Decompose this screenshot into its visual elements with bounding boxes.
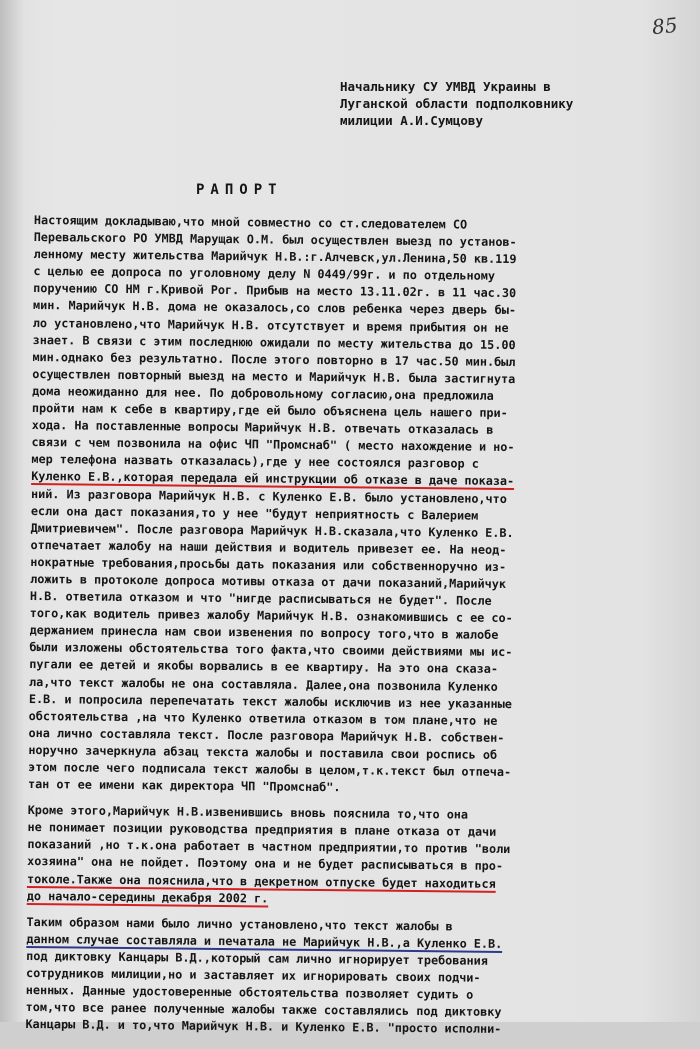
text-line: она лично составляла текст. После разговора Марийчук Н.В. собствен-	[28, 725, 505, 745]
text-line: отпечатает жалобу на наши действия и водитель привезет ее. На неод-	[30, 537, 507, 557]
document-body	[25, 212, 666, 1049]
text-line: мин.однако без результатно. После этого повторно в 17 час.50 мин.был	[32, 349, 516, 369]
text-line: сотрудников милиции,но и заставляет их игнорировать своих подчи-	[25, 965, 481, 985]
text-line: Настоящим докладываю,что мной совместно со ст.следователем СО	[33, 212, 468, 232]
text-line: хозяина" она не пойдет. Поэтому она и не будет расписываться в про-	[27, 854, 504, 874]
text-line: хода. На поставленные вопросы Марийчук Н.В. отвечать отказалась в	[31, 418, 494, 437]
text-line: Е.В. и попросила перепечатать текст жалобы исключив из нее указанные	[28, 691, 512, 711]
text-line: данном случае составляла и печатала не Марийчук Н.В.,а Куленко Е.В.	[26, 931, 503, 951]
text-line: том,что все ранее полученные жалобы также составлялись под диктовку	[25, 1000, 502, 1020]
text-line: знает. В связи с этим последнюю ожидали по месту жительства до 15.00	[32, 332, 516, 352]
text-line: Дмитриевичем". После разговора Марийчук Н.В.сказала,что Куленко Е.В.	[30, 520, 514, 540]
text-line: этом после чего подписала текст жалобы в целом,т.к.текст был отпеча-	[28, 759, 512, 780]
text-line: ленному месту жительства Марийчук Н.В.:г.Алчевск,ул.Ленина,50 кв.119	[33, 247, 517, 267]
text-line: с целью ее допроса по уголовному делу N 0449/99г. и по отдельному	[33, 264, 496, 284]
text-line: ненных. Данные удостоверенные обстоятельства позволяет судить о	[25, 983, 474, 1002]
text-line: Таким образом нами было лично установлено,что текст жалобы в	[26, 914, 453, 934]
addressee-block	[340, 78, 670, 129]
text-line: нократные требования,просьбы дать показания или собственноручно из-	[30, 554, 507, 574]
text-line: Куленко Е.В.,которая передала ей инструкции об отказе в даче показа-	[31, 469, 515, 489]
text-line: токоле.Также она пояснила,что в декретном отпуске будет находиться	[26, 871, 496, 891]
text-line: под диктовку Канцары В.Д.,который сам лично игнорирует требования	[26, 948, 488, 968]
text-line: ло установлено,что Марийчук Н.В. отсутствует и время прибытия он не	[32, 315, 509, 335]
text-line: показаний ,но т.к.она работает в частном предприятии,то против "воли	[27, 837, 511, 857]
text-line: Перевальского РО УМВД Марущак О.М. был осуществлен выезд по установ-	[33, 230, 517, 250]
text-line: того,как водитель привез жалобу Марийчук Н.В. ознакомившись с ее со-	[29, 606, 513, 626]
text-line: ний. Из разговора Марийчук Н.В. с Куленко Е.В. было установлено,что	[30, 486, 507, 506]
addressee-line: милиции А.И.Сумцову	[340, 113, 483, 128]
text-line: мер телефона назвать отказалась),где у нее состоялся разговор с	[31, 452, 479, 471]
text-line: были изложены обстоятельства того факта,что своими действиями мы ис-	[29, 640, 513, 660]
text-line: обстоятельства ,на что Куленко ответила отказом в том плане,что не	[28, 708, 498, 728]
text-line: ла,что текст жалобы не она составляла. Далее,она позвонила Куленко	[29, 674, 498, 694]
text-line: дома неожиданно для нее. По добровольному согласию,она предложила	[32, 383, 494, 403]
text-line: пройти нам к себе в квартиру,где ей было объяснена цель нашего при-	[31, 401, 508, 421]
text-line: до начало-середины декабря 2002 г.	[26, 888, 269, 906]
page-number: 85	[650, 12, 679, 40]
text-line: мин. Марийчук Н.В. дома не оказалось,со слов ребенка через дверь бы-	[32, 298, 517, 318]
text-line: норучно зачеркнула абзац текста жалобы и поставила свои роспись об	[28, 742, 498, 762]
paragraph	[28, 212, 666, 800]
addressee-line: Начальнику СУ УМВД Украины в	[340, 79, 551, 94]
text-line: тан от ее имени как директора ЧП "Промснаб".	[27, 777, 341, 795]
text-line: поручению СО НМ г.Кривой Рог. Прибыв на место 13.11.02г. в 11 час.30	[33, 281, 517, 301]
addressee-line: Луганской области подполковнику	[340, 96, 574, 111]
text-line: если она даст показания,то у нее "будут неприятность с Валерием	[30, 503, 479, 523]
paragraph	[25, 914, 658, 1040]
text-line: пугали ее детей и якобы ворвались в ее квартиру. На это она сказа-	[29, 657, 499, 677]
text-line: ложить в протоколе допроса мотивы отказа от дачи показаний,Марийчук	[30, 571, 507, 591]
text-line: Кроме этого,Марийчук Н.В.извенившись вновь пояснила то,что она	[27, 803, 469, 822]
text-line: Н.В. ответила отказом и что "нигде расписываться не будет". После	[29, 589, 492, 608]
paragraph	[27, 802, 660, 911]
document-title: РАПОРТ	[196, 182, 283, 198]
text-line: не понимает позиции руководства предприятия в плане отказа от дачи	[27, 820, 497, 840]
text-line: Канцары В.Д. и то,что Марийчук Н.В. и Куленко Е.В. "просто исполни-	[25, 1017, 502, 1037]
text-line: осуществлен повторный выезд на место и Марийчук Н.В. была застигнута	[32, 366, 516, 386]
text-line: держанием принесла нам свои извенения по вопросу того,что в жалобе	[29, 623, 499, 643]
text-line: связи с чем позвонила на офис ЧП "Промснаб" ( место нахождение и но-	[31, 435, 515, 455]
